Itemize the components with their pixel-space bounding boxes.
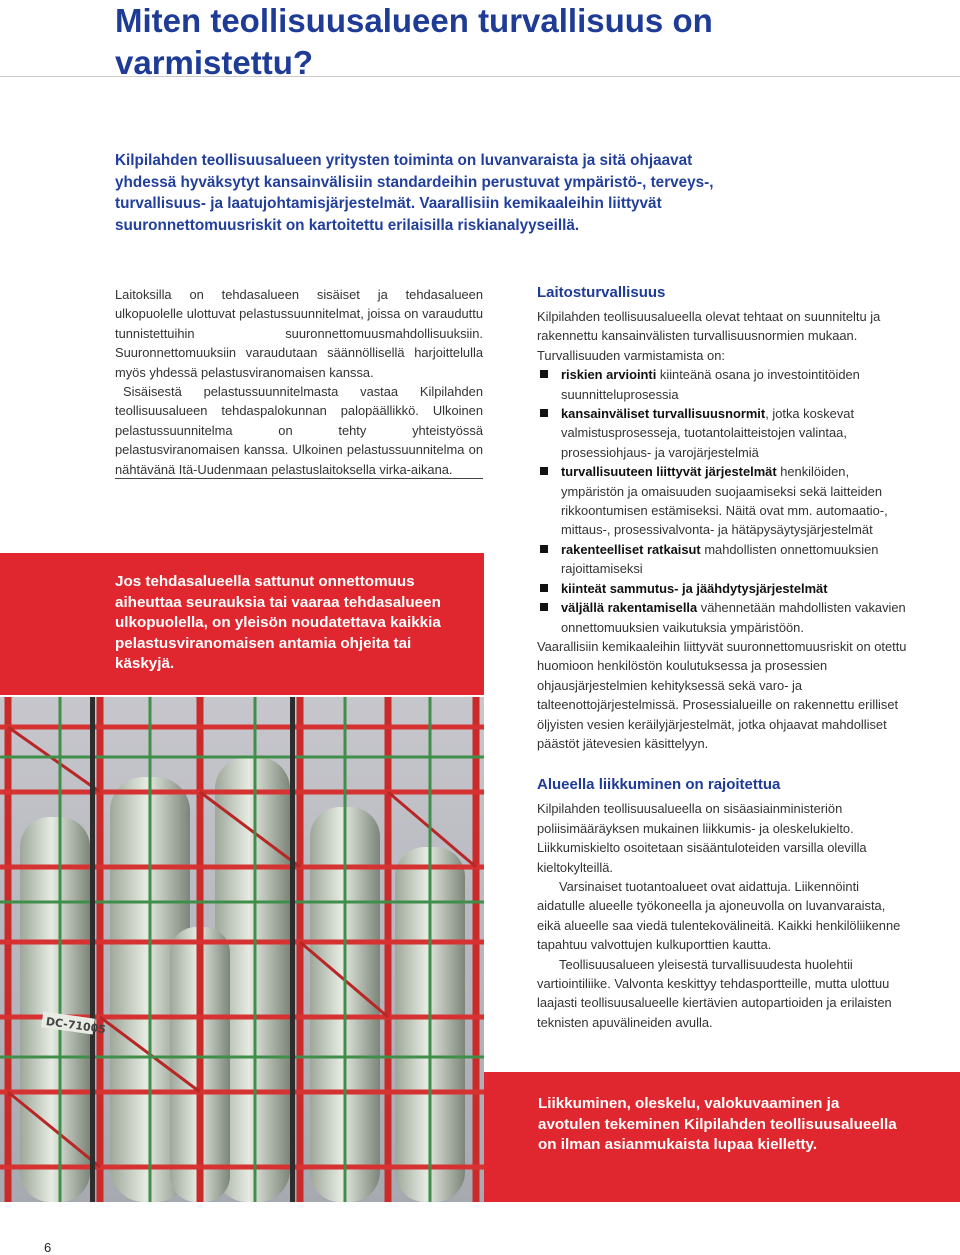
list-item: kansainväliset turvallisuusnormit, jotka koskevat valmistusprosesseja, tuotantolaitteistojen valintaa, prosessiohjaus- ja varojärjestelmiä (537, 404, 909, 462)
page-title: Miten teollisuusalueen turvallisuus on varmistettu? (115, 2, 713, 81)
liikkuminen-paragraph-3: Teollisuusalueen yleisestä turvallisuudesta huolehtii vartiointiliike. Valvonta keskittyy tehdasportteille, mutta ulottuu laajasti teollisuusalueelle kiertävien autopartioiden ja erilaisten teknisten apuvälineiden avulla. (537, 956, 892, 1030)
square-bullet-icon (540, 467, 548, 475)
laitosturvallisuus-heading: Laitosturvallisuus (537, 284, 666, 301)
list-item: riskien arviointi kiinteänä osana jo investointitöiden suunnitteluprosessia (537, 365, 909, 404)
square-bullet-icon (540, 409, 548, 417)
square-bullet-icon (540, 603, 548, 611)
warning-text-right: Liikkuminen, oleskelu, valokuvaaminen ja avotulen tekeminen Kilpilahden teollisuusalueella on ilman asianmukaista lupaa kielletty. (538, 1095, 897, 1154)
left-paragraph-1: Laitoksilla on tehdasalueen sisäiset ja tehdasalueen ulkopuolelle ulottuvat pelastussuunnitelmat, joissa on varauduttu tunnistettuihin suuronnettomuusmahdollisuuksiin. Suuronnettomuuksiin varaudutaan säännöllisellä harjoittelulla myös yhdessä pelastusviranomaisen kanssa. (115, 287, 483, 380)
square-bullet-icon (540, 584, 548, 592)
liikkuminen-paragraph-1: Kilpilahden teollisuusalueella on sisäasiainministeriön poliisimääräyksen mukainen liikkumis- ja oleskelukielto. Liikkumiskielto osoitetaan sisääntuloteiden varsilla olevilla kieltokylteillä. (537, 801, 867, 875)
tank-label: DC-71005 (45, 1014, 107, 1037)
left-column (115, 285, 483, 479)
liikkuminen-heading: Alueella liikkuminen on rajoitettua (537, 776, 781, 794)
left-column-divider (115, 478, 483, 479)
square-bullet-icon (540, 370, 548, 378)
list-item: väljällä rakentamisella vähennetään mahdollisten vakavien onnettomuuksien vaikutuksia ympäristöön. (537, 598, 909, 637)
list-item: rakenteelliset ratkaisut mahdollisten onnettomuuksien rajoittamiseksi (537, 540, 909, 579)
list-item: kiinteät sammutus- ja jäähdytysjärjestelmät (537, 579, 909, 598)
industrial-plant-photo (0, 697, 484, 1202)
square-bullet-icon (540, 545, 548, 553)
left-paragraph-2: Sisäisestä pelastussuunnitelmasta vastaa Kilpilahden teollisuusalueen tehdaspalokunnan palopäällikkö. Ulkoinen pelastussuunnitelma on tehty yhteistyössä pelastusviranomaisen kanssa. Ulkoinen pelastussuunnitelma on nähtävänä Itä-Uudenmaan pelastuslaitoksella virka-aikana. (115, 384, 483, 477)
right-column (537, 283, 909, 1032)
safety-measures-list (537, 365, 909, 637)
warning-text-left: Jos tehdasalueella sattunut onnettomuus aiheuttaa seurauksia tai vaaraa tehdasalueen ulkopuolella, on yleisön noudatettava kaikkia pelastusviranomaisen antamia ohjeita tai käskyjä. (115, 573, 441, 673)
liikkuminen-paragraph-2: Varsinaiset tuotantoalueet ovat aidattuja. Liikennöinti aidatulle alueelle työkoneella ja ajoneuvolla on luvanvaraista, eikä alueelle saa viedä tulentekovälineitä. Kaikki henkilöliikenne tapahtuu valvottujen kulkuporttien kautta. (537, 878, 901, 953)
list-item: turvallisuuteen liittyvät järjestelmät henkilöiden, ympäristön ja omaisuuden suojaamiseksi sekä laitteiden rikkoontumisen estämiseksi. Näitä ovat mm. automaatio-, mittaus-, prosessivalvonta- ja hätäpysäytysjärjestelmät (537, 462, 909, 540)
title-divider (0, 76, 960, 77)
plant-illustration (0, 697, 484, 1202)
page-number: 6 (44, 1240, 52, 1255)
laitosturvallisuus-closing: Vaarallisiin kemikaaleihin liittyvät suuronnettomuusriskit on otettu huomioon henkilöstön koulutuksessa ja prosessien ohjausjärjestelmien kehityksessä sekä varo- ja talteenottojärjestelmissä. Prosessialueille on rakennettu erilliset öljyisten vesien keräilyjärjestelmät, jotka ohjaavat mahdolliset päästöt jätevesien käsittelyyn. (537, 638, 907, 751)
intro-paragraph: Kilpilahden teollisuusalueen yritysten toiminta on luvanvaraista ja sitä ohjaavat yhdessä hyväksytyt kansainvälisiin standardeihin perustuvat ympäristö-, terveys-, turvallisuus- ja laatujohtamisjärjestelmät. Vaarallisiin kemikaaleihin liittyvät suuronnettomuusriskit on kartoitettu erilaisilla riskianalyyseillä. (115, 152, 714, 234)
laitosturvallisuus-lead: Kilpilahden teollisuusalueella olevat tehtaat on suunniteltu ja rakennettu kansainvälisten turvallisuusnormien mukaan. Turvallisuuden varmistamista on: (537, 309, 881, 363)
